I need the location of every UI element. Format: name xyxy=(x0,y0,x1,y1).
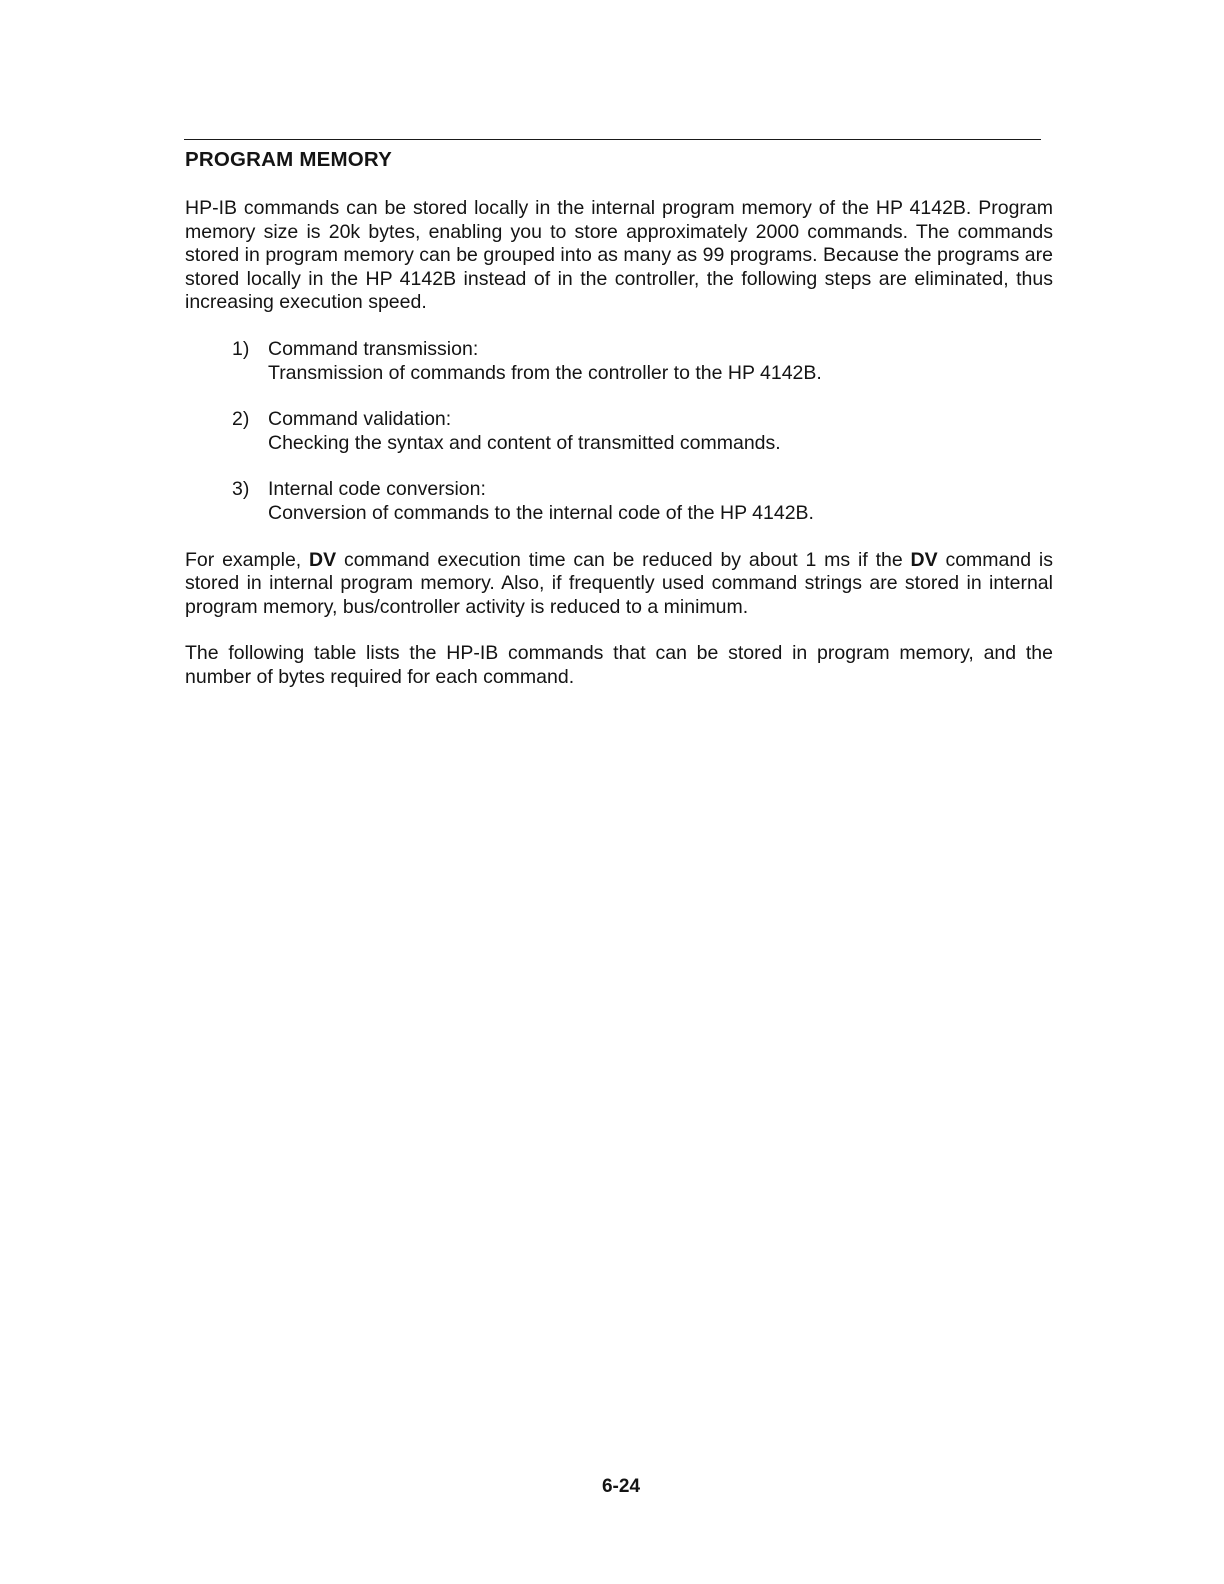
list-item-title: Internal code conversion: xyxy=(268,478,486,501)
section-body xyxy=(185,197,1053,690)
list-item-description: Conversion of commands to the internal code of the HP 4142B. xyxy=(268,501,814,524)
list-item-description: Checking the syntax and content of transmitted commands. xyxy=(268,431,781,454)
eliminated-steps-list xyxy=(185,338,1053,526)
list-item xyxy=(185,478,1053,525)
page-number: 6-24 xyxy=(601,1476,641,1497)
list-item xyxy=(185,338,1053,385)
list-item-number: 2) xyxy=(232,408,250,431)
list-item xyxy=(185,408,1053,455)
example-text: For example, xyxy=(185,548,310,571)
list-item-number: 3) xyxy=(232,478,250,501)
list-item-description: Transmission of commands from the controller to the HP 4142B. xyxy=(268,361,822,384)
heading-rule xyxy=(184,139,1041,140)
section-title: PROGRAM MEMORY xyxy=(185,148,393,171)
dv-command: DV xyxy=(910,548,938,571)
example-paragraph xyxy=(185,549,1053,620)
example-text: command execution time can be reduced by about 1 ms if the xyxy=(336,548,911,571)
list-item-title: Command transmission: xyxy=(268,337,479,360)
intro-paragraph: HP-IB commands can be stored locally in the internal program memory of the HP 4142B. Program memory size is 20k bytes, enabling you to store approximately 2000 commands. The commands stored in program memory can be grouped into as many as 99 programs. Because the programs are stored locally in the HP 4142B instead of in the controller, the following steps are eliminated, thus increasing execution speed. xyxy=(185,197,1053,314)
list-item-title: Command validation: xyxy=(268,408,452,431)
example-text: command is stored in internal program memory. Also, if frequently used command strings are stored in internal program memory, bus/controller activity is reduced to a minimum. xyxy=(185,548,1053,618)
list-item-number: 1) xyxy=(232,337,250,360)
table-intro-paragraph: The following table lists the HP-IB commands that can be stored in program memory, and the number of bytes required for each command. xyxy=(185,642,1053,688)
dv-command: DV xyxy=(309,548,337,571)
